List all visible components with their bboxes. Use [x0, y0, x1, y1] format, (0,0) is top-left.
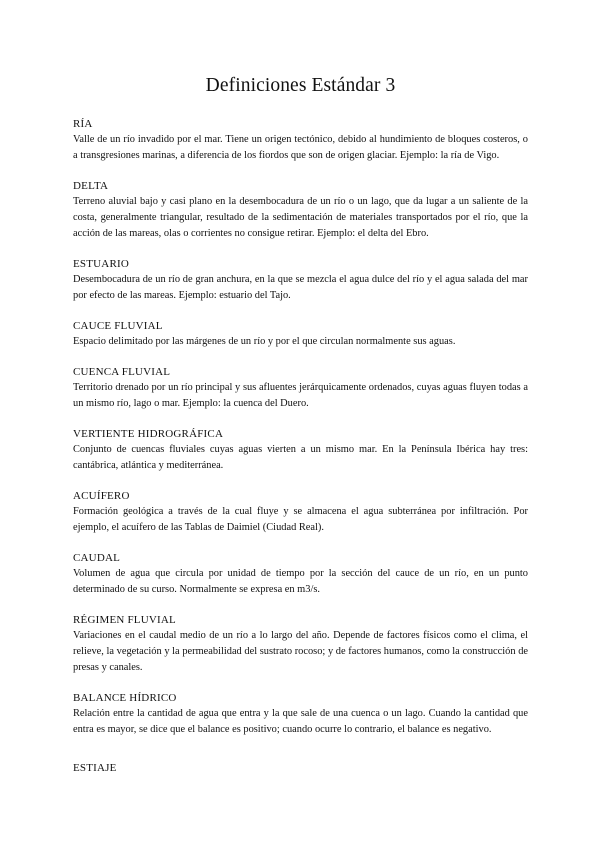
term-definition: Conjunto de cuencas fluviales cuyas aguas vierten a un mismo mar. En la Península Ibérica hay tres: cantábrica, atlántica y mediterránea.	[73, 444, 528, 471]
term-heading: VERTIENTE HIDROGRÁFICA	[73, 428, 224, 440]
term-heading: RÉGIMEN FLUVIAL	[73, 614, 176, 626]
entry-balance-hidrico	[73, 690, 528, 738]
term-definition: Desembocadura de un río de gran anchura, en la que se mezcla el agua dulce del río y el agua salada del mar por efecto de las mareas. Ejemplo: estuario del Tajo.	[73, 274, 528, 301]
entry-cauce-fluvial	[73, 318, 528, 350]
term-heading: BALANCE HÍDRICO	[73, 692, 177, 704]
term-definition: Terreno aluvial bajo y casi plano en la desembocadura de un río o un lago, que da lugar a un saliente de la costa, generalmente triangular, resultado de la sedimentación de materiales transportados por el río, que la acción de las mareas, olas o corrientes no consigue retirar. Ejemplo: el delta del Ebro.	[73, 196, 528, 239]
term-definition: Espacio delimitado por las márgenes de un río y por el que circulan normalmente sus aguas.	[73, 336, 456, 347]
entry-ria	[73, 116, 528, 164]
entry-regimen-fluvial	[73, 612, 528, 676]
entry-estiaje	[73, 760, 528, 776]
term-heading: CAUCE FLUVIAL	[73, 320, 163, 332]
entry-caudal	[73, 550, 528, 598]
term-heading: ESTIAJE	[73, 762, 117, 774]
document-title: Definiciones Estándar 3	[205, 75, 396, 96]
term-definition: Valle de un río invadido por el mar. Tiene un origen tectónico, debido al hundimiento de bloques costeros, o a transgresiones marinas, a diferencia de los fiordos que son de origen glaciar. Ejemplo: la ría de Vigo.	[73, 134, 528, 161]
term-definition: Volumen de agua que circula por unidad de tiempo por la sección del cauce de un río, en un punto determinado de su curso. Normalmente se expresa en m3/s.	[73, 568, 528, 595]
term-definition: Variaciones en el caudal medio de un río a lo largo del año. Depende de factores físicos como el clima, el relieve, la vegetación y la permeabilidad del sustrato rocoso; y de factores humanos, como la construcción de presas y canales.	[73, 630, 528, 673]
entry-estuario	[73, 256, 528, 304]
entry-vertiente-hidrografica	[73, 426, 528, 474]
term-definition: Relación entre la cantidad de agua que entra y la que sale de una cuenca o un lago. Cuando la cantidad que entra es mayor, se dice que el balance es positivo; cuando ocurre lo contrario, el balance es negativo.	[73, 708, 528, 735]
term-heading: DELTA	[73, 180, 109, 192]
term-heading: CAUDAL	[73, 552, 121, 564]
entry-delta	[73, 178, 528, 242]
entry-acuifero	[73, 488, 528, 536]
term-definition: Formación geológica a través de la cual fluye y se almacena el agua subterránea por infiltración. Por ejemplo, el acuífero de las Tablas de Daimiel (Ciudad Real).	[73, 506, 528, 533]
term-heading: ACUÍFERO	[73, 490, 130, 502]
term-heading: ESTUARIO	[73, 258, 129, 270]
term-definition: Territorio drenado por un río principal y sus afluentes jerárquicamente ordenados, cuyas aguas fluyen todas a un mismo río, lago o mar. Ejemplo: la cuenca del Duero.	[73, 382, 528, 409]
entry-cuenca-fluvial	[73, 364, 528, 412]
term-heading: RÍA	[73, 118, 93, 130]
term-heading: CUENCA FLUVIAL	[73, 366, 171, 378]
